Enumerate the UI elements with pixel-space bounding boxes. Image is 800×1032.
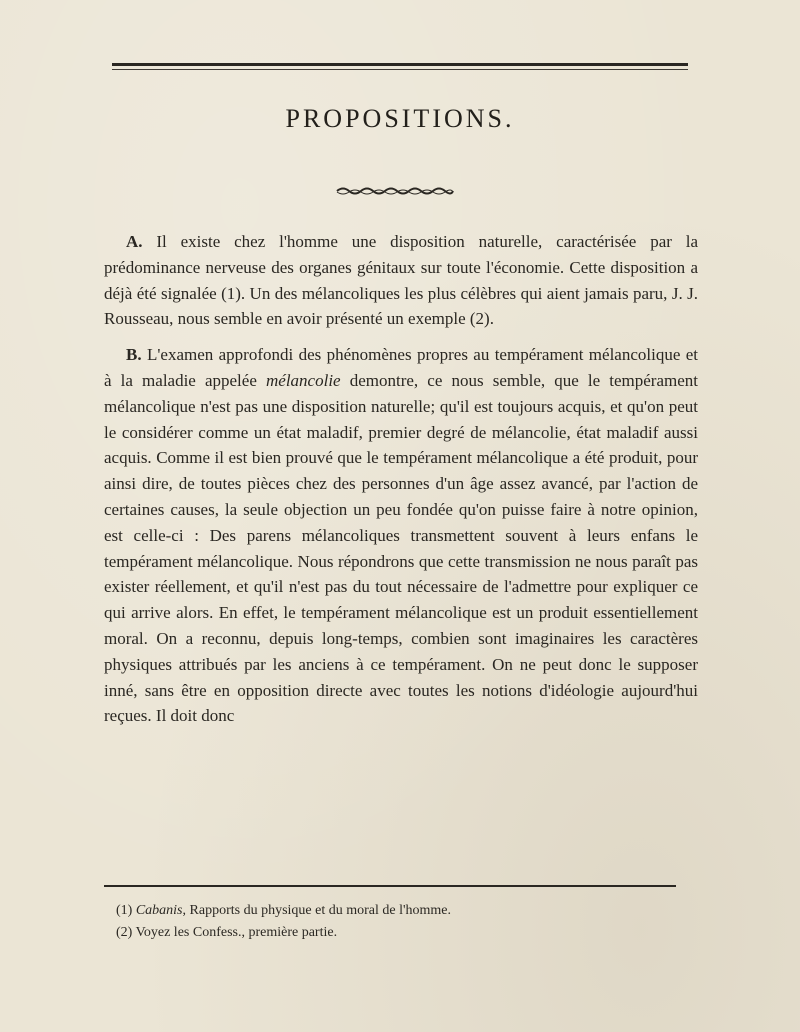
footnote-1 xyxy=(116,900,676,922)
footnote-2 xyxy=(116,922,676,944)
footnote-1-author: Cabanis xyxy=(135,903,183,918)
footnotes xyxy=(116,900,676,944)
page-title: PROPOSITIONS. xyxy=(285,104,515,133)
proposition-a xyxy=(104,229,698,332)
footnote-rule xyxy=(104,885,676,887)
footnote-1-marker: (1) xyxy=(116,903,133,918)
proposition-b xyxy=(104,342,698,729)
footnote-1-text: , Rapports du physique et du moral de l'homme. xyxy=(182,903,451,918)
proposition-b-italic-term: mélancolie xyxy=(266,370,341,390)
proposition-a-label: A. xyxy=(126,232,143,251)
proposition-b-text-end: demontre, ce nous semble, que le tempérament mélancolique n'est pas une disposition naturelle; qu'il est toujours acquis, et qu'on peut le considérer comme un état maladif, premier degré de mélancolie, état maladif aussi acquis. Comme il est bien prouvé que le tempérament mélancolique a été produit, pour ainsi dire, de toutes pièces chez des personnes d'un âge assez avancé, par l'action de certaines causes, la seule objection un peu fondée qu'on puisse faire à notre opinion, est celle-ci : Des parens mélancoliques transmettent souvent à leurs enfans le tempérament mélancolique. Nous répondrons que cette transmission ne nous paraît pas exister réellement, et qu'il n'est pas du tout nécessaire de l'admettre pour expliquer ce qui arrive alors. En effet, le tempérament mélancolique est un produit essentiellement moral. On a reconnu, depuis long-temps, combien sont imaginaires les caractères physiques attribués par les anciens à ce tempérament. On ne peut donc le supposer inné, sans être en opposition directe avec toutes les notions d'idéologie aujourd'hui reçues. Il doit donc xyxy=(104,370,699,726)
proposition-a-text: Il existe chez l'homme une disposition naturelle, caractérisée par la prédominance nerveuse des organes génitaux sur toute l'économie. Cette disposition a déjà été signalée (1). Un des mélancoliques les plus célèbres qui aient jamais paru, J. J. Rousseau, nous semble en avoir présenté un exemple (2). xyxy=(104,232,699,329)
header-rule-thick xyxy=(112,63,688,66)
footnote-2-text: Voyez les Confess., première partie. xyxy=(135,925,338,940)
header-rule-thin xyxy=(112,69,688,70)
ornament-divider-icon xyxy=(335,183,455,199)
main-text xyxy=(104,229,698,729)
proposition-b-label: B. xyxy=(126,345,142,365)
footnote-2-marker: (2) xyxy=(116,925,133,940)
proposition-b-text-start: L'examen approfondi des phénomènes propres au tempérament mélancolique et à la maladie appelée xyxy=(104,345,699,390)
